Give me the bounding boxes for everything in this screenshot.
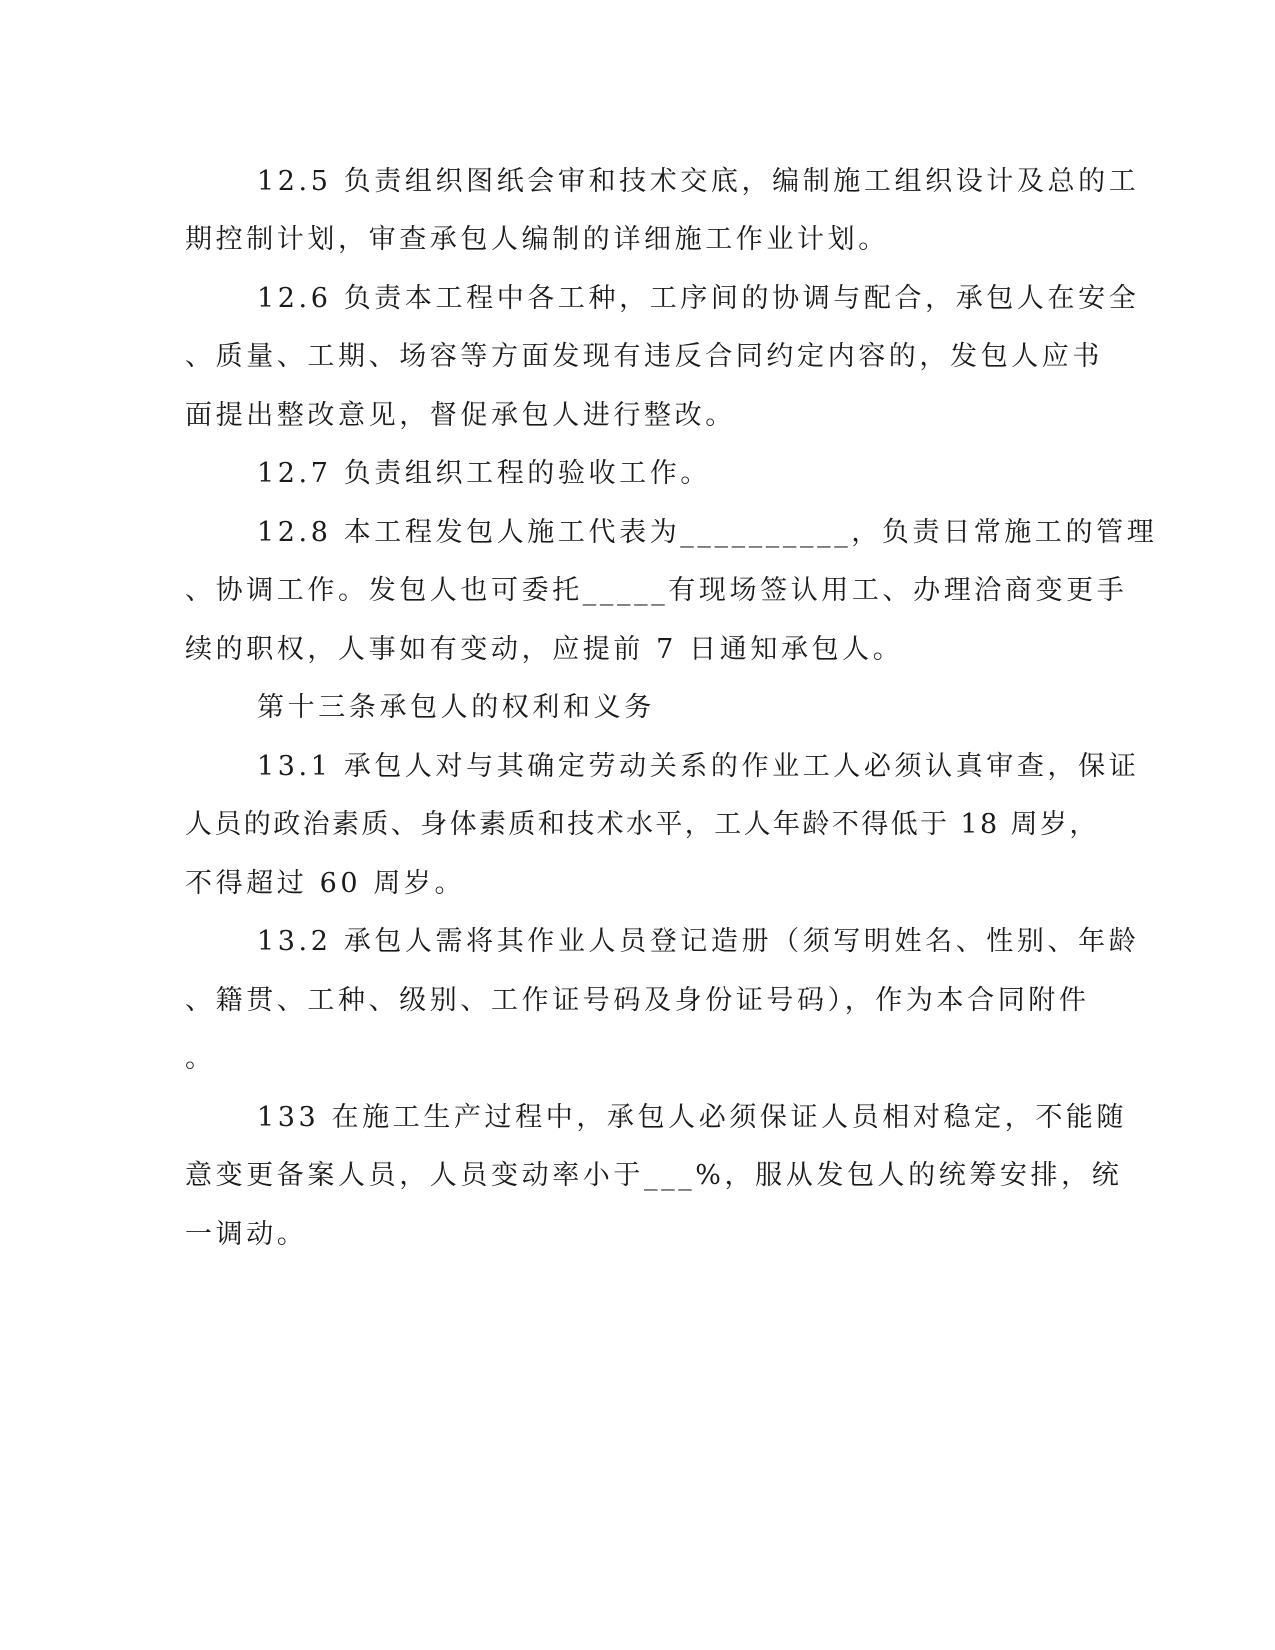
text-line-12-6-cont-1: 、质量、工期、场容等方面发现有违反合同约定内容的，发包人应书 [185, 341, 1103, 372]
text-line-12-8-cont-1: 、协调工作。发包人也可委托_____有现场签认用工、办理洽商变更手 [185, 575, 1128, 606]
text-line-12-6-cont-2: 面提出整改意见，督促承包人进行整改。 [185, 400, 736, 431]
text-line-13-2: 13.2 承包人需将其作业人员登记造册（须写明姓名、性别、年龄 [257, 926, 1140, 957]
text-line-12-6: 12.6 负责本工程中各工种，工序间的协调与配合，承包人在安全 [257, 283, 1140, 314]
text-line-13-3-cont-1: 意变更备案人员，人员变动率小于___%，服从发包人的统筹安排，统 [185, 1160, 1123, 1191]
text-line-13-1-cont-2: 不得超过 60 周岁。 [185, 868, 466, 899]
text-line-13-2-cont-1: 、籍贯、工种、级别、工作证号码及身份证号码），作为本合同附件 [185, 985, 1090, 1016]
text-line-13-2-cont-2: 。 [185, 1043, 216, 1074]
text-line-13-3-cont-2: 一调动。 [185, 1219, 308, 1250]
section-heading-13: 第十三条承包人的权利和义务 [257, 692, 655, 723]
text-line-12-5-cont: 期控制计划，审查承包人编制的详细施工作业计划。 [185, 224, 889, 255]
text-line-13-1-cont-1: 人员的政治素质、身体素质和技术水平，工人年龄不得低于 18 周岁， [185, 809, 1099, 840]
text-line-13-1: 13.1 承包人对与其确定劳动关系的作业工人必须认真审查，保证 [257, 751, 1140, 782]
text-line-12-8: 12.8 本工程发包人施工代表为__________，负责日常施工的管理 [257, 517, 1158, 548]
text-line-12-8-cont-2: 续的职权，人事如有变动，应提前 7 日通知承包人。 [185, 634, 904, 665]
text-line-13-3: 133 在施工生产过程中，承包人必须保证人员相对稳定，不能随 [257, 1102, 1128, 1133]
text-line-12-5: 12.5 负责组织图纸会审和技术交底，编制施工组织设计及总的工 [257, 166, 1140, 197]
text-line-12-7: 12.7 负责组织工程的验收工作。 [257, 458, 711, 489]
